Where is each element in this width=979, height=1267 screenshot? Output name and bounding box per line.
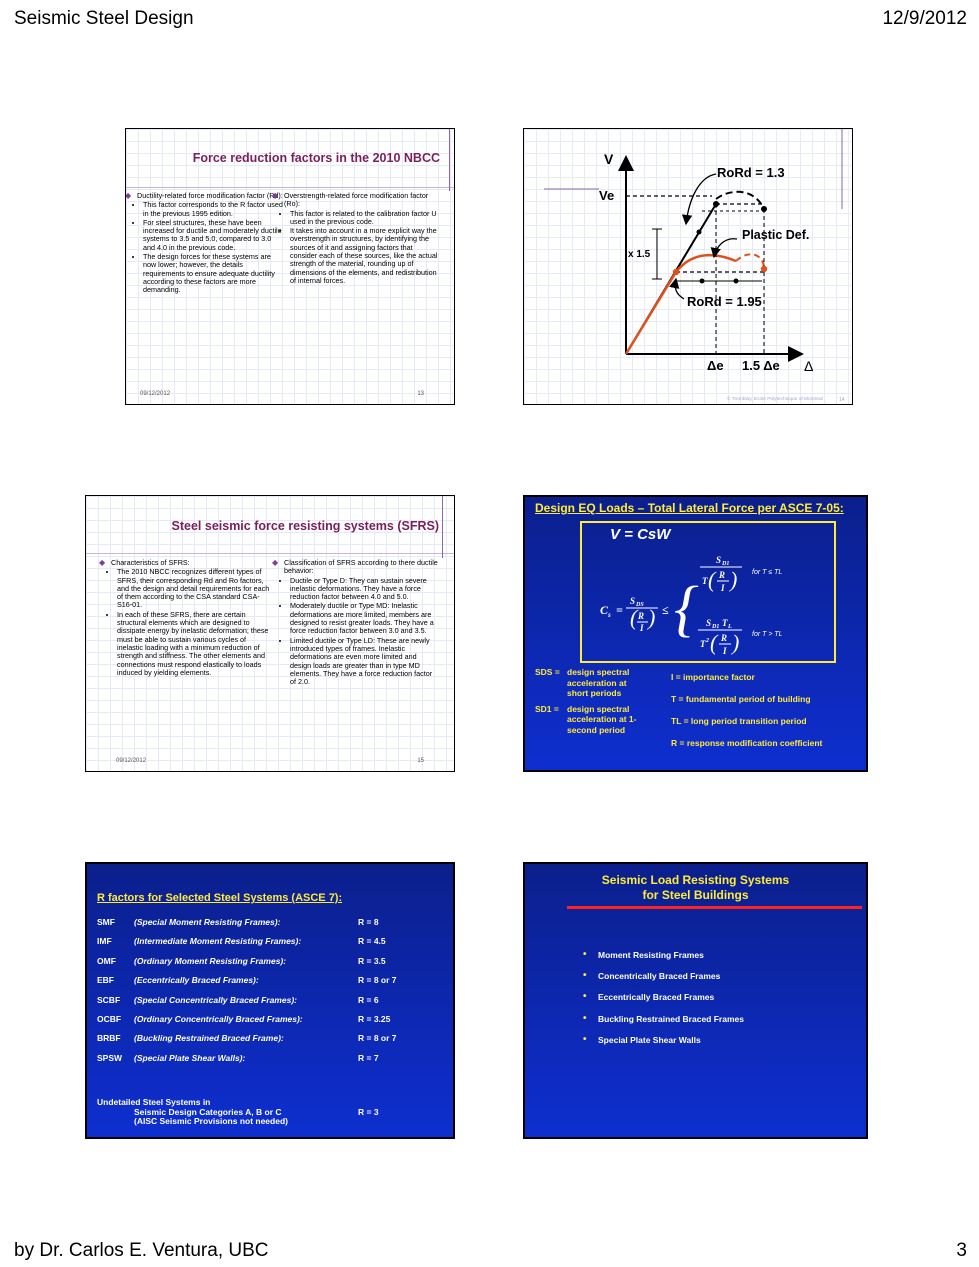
svg-text:D1: D1 (722, 561, 730, 567)
right-column (272, 559, 438, 687)
system-name: (Buckling Restrained Braced Frame): (134, 1033, 284, 1044)
column-lead: ◆ Classification of SFRS according to there ductile behavior: (272, 559, 438, 576)
r-factor-row (97, 1014, 447, 1033)
system-name: (Special Plate Shear Walls): (134, 1052, 246, 1063)
r-factor-row (97, 975, 447, 994)
r-value: R = 8 (358, 917, 379, 927)
systems-list (583, 950, 744, 1056)
svg-text:I: I (721, 583, 725, 593)
bullet-icon: • (583, 1012, 587, 1024)
definition-row (535, 704, 680, 736)
slide-date: 09/12/2012 (116, 758, 147, 764)
bullet-icon: • (583, 991, 587, 1003)
slide-sfrs (85, 495, 455, 772)
svg-text:): ) (730, 567, 738, 592)
cs-formula-svg (582, 523, 836, 663)
formula-main: V = CsW (610, 526, 671, 543)
r-factor-row (97, 1033, 447, 1052)
svg-text:(: ( (708, 567, 716, 592)
list-item-label: Eccentrically Braced Frames (598, 992, 715, 1003)
list-item-label: Buckling Restrained Braced Frames (598, 1013, 744, 1024)
ve-label: Ve (599, 188, 615, 203)
r-value: R = 8 or 7 (358, 1033, 397, 1044)
svg-text:=: = (616, 603, 623, 617)
definition-text: T = fundamental period of building (671, 694, 811, 704)
plastic-line (626, 272, 676, 354)
bullet-icon: • (583, 970, 587, 982)
undetailed-line: Undetailed Steel Systems in (97, 1097, 211, 1107)
definition-symbol: SD1 = (535, 703, 559, 714)
svg-text:R: R (721, 633, 728, 643)
list-item: • The 2010 NBCC recognizes different types of SFRS, their corresponding Rd and Ro factors, and the design and detail requirements for each of them according to the CSA standard CSA-S16-01. (117, 568, 271, 609)
r-value: R = 6 (358, 994, 379, 1005)
system-abbreviation: OCBF (97, 1013, 122, 1024)
column-lead: ◆ Ductility-related force modification factor (Rd): (125, 192, 285, 200)
svg-text:T: T (702, 576, 708, 586)
r-value: R = 3.25 (358, 1013, 391, 1024)
svg-text:≤: ≤ (662, 603, 669, 617)
undetailed-line: (AISC Seismic Provisions not needed) (134, 1116, 288, 1126)
svg-text:T: T (700, 639, 706, 649)
svg-text:2: 2 (706, 638, 709, 644)
svg-text:C: C (600, 603, 609, 617)
svg-text:I: I (640, 623, 644, 633)
definition-row (535, 667, 680, 699)
page-footer-number: 3 (956, 1240, 967, 1261)
left-column (125, 192, 285, 296)
system-abbreviation: BRBF (97, 1033, 121, 1044)
r-value: R = 4.5 (358, 936, 386, 947)
list-item: • This factor corresponds to the R factor used in the previous 1995 edition. (143, 201, 285, 218)
list-item: • Limited ductile or Type LD: These are newly introduced types of frames. Inelastic deformations are even more limited and design loads are greater than in type MD elements. They have a force reduction factor of 2.0. (290, 637, 438, 687)
list-item-label: Concentrically Braced Frames (598, 971, 721, 982)
undetailed-block (97, 1098, 288, 1127)
slide-title-line1: Seismic Load Resisting Systems (601, 873, 790, 887)
undetailed-r-value: R = 3 (358, 1107, 379, 1117)
system-abbreviation: EBF (97, 975, 114, 986)
svg-text:S: S (630, 596, 636, 606)
x15-label: x 1.5 (628, 249, 651, 260)
delta-e-label: Δe (707, 358, 724, 373)
list-item: • This factor is related to the calibration factor U used in the previous code. (290, 210, 440, 227)
definition-text: design spectral acceleration at short periods (567, 667, 630, 698)
r-factor-table (97, 917, 447, 1072)
left-column (99, 559, 271, 678)
condition-1: for T ≤ TL (752, 569, 783, 576)
slide-r-factors (85, 862, 455, 1139)
list-item: • For steel structures, these have been increased for ductile and moderately ductile systems to 3.5 and 5.0, compared to 3.0 and 4.0 in the previous code. (143, 219, 285, 252)
system-name: (Intermediate Moment Resisting Frames): (134, 936, 302, 947)
delta-15e-label: 1.5 Δe (742, 358, 780, 373)
list-item: • Ductile or Type D: They can sustain severe inelastic deformations. They have a force reduction factor between 4.0 and 5.0. (290, 577, 438, 602)
system-abbreviation: SCBF (97, 994, 121, 1005)
r-value: R = 7 (358, 1052, 379, 1063)
r-value: R = 8 or 7 (358, 975, 397, 986)
list-item: • It takes into account in a more explicit way the overstrength in structures, by identifying the sources of it and assigning factors that consider each of these sources, like the actual strength of the material, rounding up of dimensions of the elements, and redistribution of internal forces. (290, 227, 440, 285)
svg-text:(: ( (630, 605, 638, 630)
list-item-label: Moment Resisting Frames (598, 950, 704, 960)
plastic-def-label: Plastic Def. (742, 228, 810, 242)
column-lead: ◆ Overstrength-related force modification factor (Ro): (272, 192, 440, 209)
svg-text:L: L (728, 624, 732, 630)
slide-title-line2: for Steel Buildings (642, 888, 749, 902)
bullet-icon: • (583, 949, 587, 960)
svg-text:D1: D1 (712, 624, 720, 630)
column-lead: ◆ Characteristics of SFRS: (99, 559, 271, 567)
page-header-date: 12/9/2012 (882, 8, 967, 29)
slide-number: 14 (839, 397, 845, 403)
list-item: • The design forces for these systems are now lower; however, the details requirements to ensure adequate ductility according to these factors are more demanding. (143, 253, 285, 294)
system-abbreviation: IMF (97, 936, 112, 947)
svg-text:): ) (732, 630, 740, 655)
system-abbreviation: SMF (97, 917, 115, 927)
r-factor-row (97, 956, 447, 975)
formula-box (580, 521, 836, 663)
label-rord-195: RoRd = 1.95 (687, 294, 762, 309)
system-name: (Ordinary Moment Resisting Frames): (134, 955, 287, 966)
svg-text:S: S (716, 555, 722, 565)
undetailed-line: Seismic Design Categories A, B or C (134, 1106, 282, 1117)
slide-date: 09/12/2012 (140, 391, 171, 397)
svg-text:I: I (723, 646, 727, 656)
list-item (583, 992, 744, 1013)
slide-title: Steel seismic force resisting systems (SFRS) (171, 519, 439, 533)
svg-text:DS: DS (636, 602, 644, 608)
slide-credit: © Tremblay, Ecole Polytechnique of Montreal (727, 397, 823, 402)
list-item: • In each of these SFRS, there are certain structural elements which are designed to dissipate energy by inelastic deformation; these must be able to sustain various cycles of inelastic loading with a minimum reduction of strength and stiffness. The other elements and connections must respond elastically to loads induced by yielding elements. (117, 611, 271, 677)
svg-text:S: S (706, 618, 712, 628)
slide-title: Force reduction factors in the 2010 NBCC (192, 151, 440, 165)
svg-text:(: ( (710, 630, 718, 655)
r-factor-row (97, 1053, 447, 1072)
definition-symbol: SDS = (535, 667, 560, 677)
delta-axis-label: Δ (804, 358, 814, 374)
slide-force-reduction (125, 128, 455, 405)
definition-text: R = response modification coefficient (671, 738, 823, 748)
right-column (272, 192, 440, 286)
list-item (583, 1014, 744, 1035)
system-abbreviation: SPSW (97, 1052, 123, 1063)
page-header-title: Seismic Steel Design (14, 8, 194, 29)
definition-text: I = importance factor (671, 672, 755, 682)
slide-seismic-systems (523, 862, 868, 1139)
slide-title: R factors for Selected Steel Systems (ASCE 7): (97, 892, 343, 904)
svg-text:s: s (608, 611, 611, 619)
definitions-left (535, 667, 680, 735)
r-factor-row (97, 917, 447, 936)
svg-text:): ) (648, 605, 656, 630)
slide-title: Design EQ Loads – Total Lateral Force per ASCE 7-05: (535, 501, 844, 515)
page-footer-author: by Dr. Carlos E. Ventura, UBC (14, 1240, 269, 1261)
slide-force-displacement-diagram (523, 128, 853, 405)
label-rord-13: RoRd = 1.3 (717, 165, 785, 180)
system-name: (Special Moment Resisting Frames): (134, 917, 281, 927)
slide-number: 15 (417, 758, 424, 764)
system-name: (Eccentrically Braced Frames): (134, 975, 259, 986)
slide-design-eq-loads (523, 495, 868, 772)
list-item: • Moderately ductile or Type MD: Inelastic deformations are more limited, members are designed to resist greater loads. They have a force reduction factor between 3.0 and 3.5. (290, 602, 438, 635)
slide-number: 13 (417, 391, 424, 397)
list-item (583, 950, 744, 971)
r-factor-row (97, 936, 447, 955)
condition-2: for T > TL (752, 631, 783, 638)
r-factor-row (97, 995, 447, 1014)
svg-text:R: R (719, 570, 726, 580)
system-name: (Ordinary Concentrically Braced Frames): (134, 1013, 303, 1024)
definitions-right (671, 672, 861, 760)
title-underline (567, 906, 862, 909)
r-value: R = 3.5 (358, 955, 386, 966)
list-item-label: Special Plate Shear Walls (598, 1034, 701, 1045)
definition-text: design spectral acceleration at 1-second period (567, 703, 637, 735)
bullet-icon: • (583, 1033, 587, 1045)
definition-text: TL = long period transition period (671, 716, 807, 726)
list-item (583, 1035, 744, 1056)
svg-text:{: { (674, 575, 699, 643)
system-name: (Special Concentrically Braced Frames): (134, 994, 297, 1005)
svg-text:T: T (722, 618, 728, 628)
system-abbreviation: OMF (97, 955, 116, 966)
svg-text:R: R (638, 611, 645, 621)
v-axis-label: V (604, 151, 614, 167)
list-item (583, 971, 744, 992)
